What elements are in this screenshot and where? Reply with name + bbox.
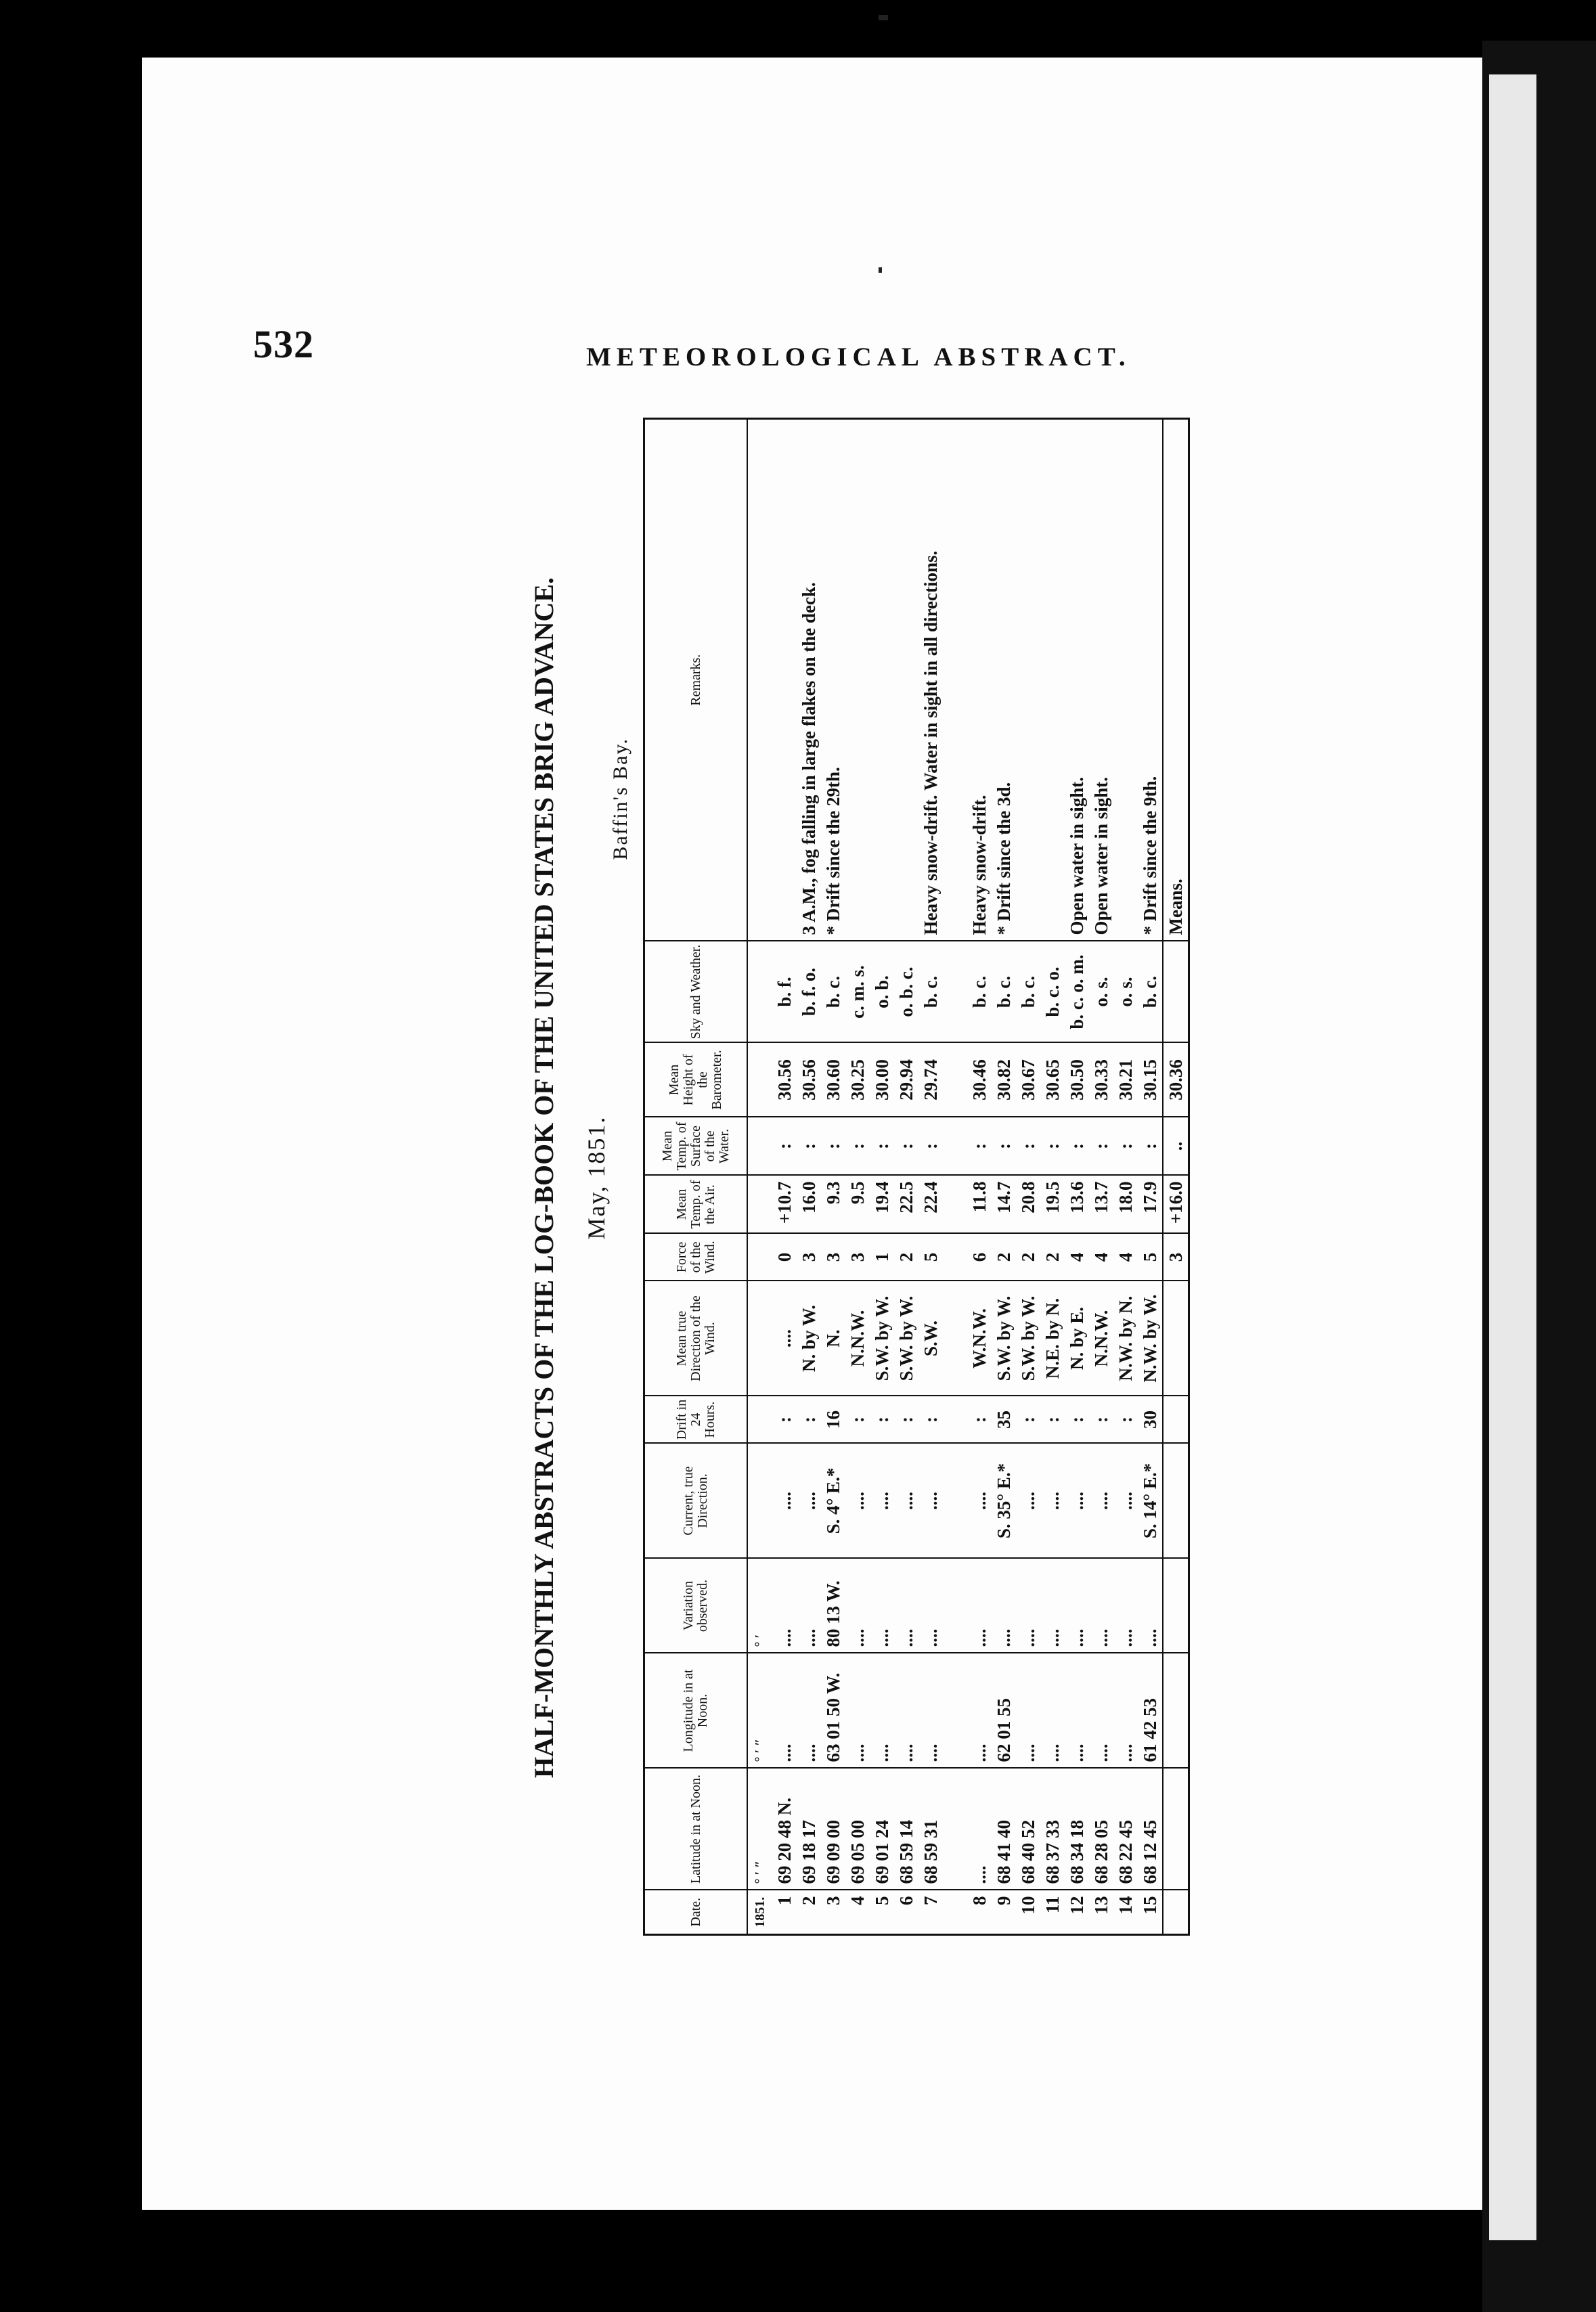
remarks-cell: * Drift since the 9th. [1138,419,1163,941]
table-row [967,419,992,1935]
sky-cell: o. s. [1113,941,1138,1043]
wind-direction-cell: N. [821,1281,845,1396]
log-table [643,418,1190,1936]
water-temp-cell: : [894,1117,918,1176]
air-temp-cell: 22.5 [894,1176,918,1234]
current-cell: .... [1016,1444,1040,1559]
wind-force-cell: 3 [845,1234,870,1281]
table-row [1040,419,1065,1935]
header-date: Date. [644,1890,748,1935]
latitude-cell: 68 28 05 [1089,1769,1113,1890]
header-variation: Variation observed. [644,1559,748,1653]
barometer-cell: 29.74 [918,1043,943,1117]
longitude-cell: .... [797,1653,821,1769]
barometer-cell: 30.21 [1113,1043,1138,1117]
water-temp-cell: : [918,1117,943,1176]
current-cell: S. 35° E.* [992,1444,1016,1559]
water-temp-cell: : [870,1117,894,1176]
latitude-cell: 69 05 00 [845,1769,870,1890]
longitude-cell: .... [870,1653,894,1769]
scan-dot [879,267,882,273]
remarks-cell: Heavy snow-drift. Water in sight in all directions. [918,419,943,941]
header-wind-direction: Mean true Direction of the Wind. [644,1281,748,1396]
wind-force-cell: 3 [797,1234,821,1281]
drift-cell: : [894,1396,918,1444]
sky-cell: o. b. c. [894,941,918,1043]
air-temp-cell: 11.8 [967,1176,992,1234]
means-wind-force-cell: 3 [1163,1234,1189,1281]
rotated-table-block [528,420,1186,1936]
header-remarks: Remarks. [644,419,748,941]
air-temp-cell: 17.9 [1138,1176,1163,1234]
barometer-cell: 29.94 [894,1043,918,1117]
air-temp-cell: 19.4 [870,1176,894,1234]
wind-direction-cell: N.W. by W. [1138,1281,1163,1396]
blank-cell [747,1396,772,1444]
remarks-cell: * Drift since the 29th. [821,419,845,941]
header-wind-force: Force of the Wind. [644,1234,748,1281]
variation-cell: .... [1016,1559,1040,1653]
means-remarks-cell: Means. [1163,419,1189,941]
table-row [918,419,943,1935]
variation-cell: 80 13 W. [821,1559,845,1653]
wind-force-cell: 1 [870,1234,894,1281]
blank-cell [943,1559,967,1653]
water-temp-cell: : [1138,1117,1163,1176]
date-cell: 11 [1040,1890,1065,1935]
water-temp-cell: : [967,1117,992,1176]
date-cell: 5 [870,1890,894,1935]
barometer-cell: 30.56 [772,1043,797,1117]
barometer-cell: 30.60 [821,1043,845,1117]
blank-cell [1163,1653,1189,1769]
current-cell: .... [870,1444,894,1559]
table-row [1065,419,1089,1935]
date-cell: 15 [1138,1890,1163,1935]
latitude-cell: 69 20 48 N. [772,1769,797,1890]
header-current: Current, true Direction. [644,1444,748,1559]
longitude-cell: .... [1113,1653,1138,1769]
barometer-cell: 30.00 [870,1043,894,1117]
wind-direction-cell: N.E. by N. [1040,1281,1065,1396]
table-row [797,419,821,1935]
date-cell: 8 [967,1890,992,1935]
header-air-temp: Mean Temp. of the Air. [644,1176,748,1234]
blank-cell [747,1176,772,1234]
current-cell: .... [772,1444,797,1559]
water-temp-cell: : [845,1117,870,1176]
blank-cell [943,1890,967,1935]
longitude-cell: .... [1040,1653,1065,1769]
remarks-cell: Heavy snow-drift. [967,419,992,941]
lon-unit: ° ′ ″ [747,1653,772,1769]
sky-cell: b. f. o. [797,941,821,1043]
sky-cell: b. c. [992,941,1016,1043]
variation-cell: .... [1113,1559,1138,1653]
blank-cell [943,1653,967,1769]
air-temp-cell: 9.3 [821,1176,845,1234]
header-sky: Sky and Weather. [644,941,748,1043]
wind-direction-cell: W.N.W. [967,1281,992,1396]
remarks-cell: Open water in sight. [1065,419,1089,941]
date-cell: 6 [894,1890,918,1935]
means-air-temp-cell: +16.0 [1163,1176,1189,1234]
blank-cell [943,1444,967,1559]
remarks-cell [1040,419,1065,941]
table-row [870,419,894,1935]
latitude-cell: 68 22 45 [1113,1769,1138,1890]
water-temp-cell: : [821,1117,845,1176]
longitude-cell: 61 42 53 [1138,1653,1163,1769]
variation-cell: .... [772,1559,797,1653]
blank-cell [1163,1559,1189,1653]
drift-cell: : [797,1396,821,1444]
remarks-cell [894,419,918,941]
drift-cell: : [870,1396,894,1444]
wind-force-cell: 6 [967,1234,992,1281]
air-temp-cell: 13.6 [1065,1176,1089,1234]
variation-cell: .... [797,1559,821,1653]
wind-direction-cell: S.W. by W. [870,1281,894,1396]
date-cell: 9 [992,1890,1016,1935]
table-row [845,419,870,1935]
units-row [747,419,772,1935]
wind-force-cell: 5 [1138,1234,1163,1281]
blank-cell [747,1043,772,1117]
water-temp-cell: : [797,1117,821,1176]
wind-force-cell: 4 [1065,1234,1089,1281]
drift-cell: : [918,1396,943,1444]
latitude-cell: 69 18 17 [797,1769,821,1890]
remarks-cell [1016,419,1040,941]
longitude-cell: .... [772,1653,797,1769]
header-barometer: Mean Height of the Barometer. [644,1043,748,1117]
facing-page-margin [1489,74,1536,2240]
table-row [772,419,797,1935]
wind-force-cell: 2 [992,1234,1016,1281]
sky-cell: b. c. [918,941,943,1043]
date-cell: 1 [772,1890,797,1935]
sky-cell: b. c. [1016,941,1040,1043]
current-cell: .... [1089,1444,1113,1559]
current-cell: .... [797,1444,821,1559]
means-barometer-cell: 30.36 [1163,1043,1189,1117]
water-temp-cell: : [992,1117,1016,1176]
water-temp-cell: : [1089,1117,1113,1176]
blank-cell [1163,1769,1189,1890]
blank-cell [943,1234,967,1281]
table-row [1016,419,1040,1935]
lat-unit: ° ′ ″ [747,1769,772,1890]
blank-cell [943,1769,967,1890]
year-cell: 1851. [747,1890,772,1935]
running-head: METEOROLOGICAL ABSTRACT. [586,342,1131,372]
date-cell: 3 [821,1890,845,1935]
means-water-temp-cell: .. [1163,1117,1189,1176]
remarks-cell [1113,419,1138,941]
drift-cell: : [1113,1396,1138,1444]
water-temp-cell: : [1065,1117,1089,1176]
remarks-cell: Open water in sight. [1089,419,1113,941]
drift-cell: : [772,1396,797,1444]
barometer-cell: 30.46 [967,1043,992,1117]
variation-cell: .... [992,1559,1016,1653]
blank-cell [943,1176,967,1234]
water-temp-cell: : [1113,1117,1138,1176]
blank-cell [1163,941,1189,1043]
air-temp-cell: 9.5 [845,1176,870,1234]
drift-cell: 30 [1138,1396,1163,1444]
sky-cell: b. c. [1138,941,1163,1043]
header-drift: Drift in 24 Hours. [644,1396,748,1444]
latitude-cell: 68 12 45 [1138,1769,1163,1890]
wind-force-cell: 5 [918,1234,943,1281]
region-label: Baffin's Bay. [609,738,631,860]
scan-speck [879,15,888,20]
drift-cell: 35 [992,1396,1016,1444]
barometer-cell: 30.25 [845,1043,870,1117]
drift-cell: : [845,1396,870,1444]
latitude-cell: 68 41 40 [992,1769,1016,1890]
remarks-cell: 3 A.M., fog falling in large flakes on the deck. [797,419,821,941]
barometer-cell: 30.50 [1065,1043,1089,1117]
barometer-cell: 30.82 [992,1043,1016,1117]
blank-cell [1163,1396,1189,1444]
date-cell: 4 [845,1890,870,1935]
longitude-cell: .... [918,1653,943,1769]
header-row [644,419,748,1935]
blank-cell [943,1396,967,1444]
wind-force-cell: 2 [1040,1234,1065,1281]
latitude-cell: 68 59 14 [894,1769,918,1890]
blank-cell [943,941,967,1043]
sky-cell: c. m. s. [845,941,870,1043]
table-row [1089,419,1113,1935]
means-row [1163,419,1189,1935]
page-number: 532 [253,322,314,366]
current-cell: .... [894,1444,918,1559]
latitude-cell: 68 34 18 [1065,1769,1089,1890]
wind-direction-cell: N.N.W. [1089,1281,1113,1396]
wind-direction-cell: N.W. by N. [1113,1281,1138,1396]
variation-cell: .... [1089,1559,1113,1653]
current-cell: .... [1065,1444,1089,1559]
wind-direction-cell: S.W. by W. [1016,1281,1040,1396]
air-temp-cell: +10.7 [772,1176,797,1234]
longitude-cell: .... [1016,1653,1040,1769]
wind-direction-cell: S.W. by W. [894,1281,918,1396]
air-temp-cell: 13.7 [1089,1176,1113,1234]
wind-direction-cell: S.W. by W. [992,1281,1016,1396]
sky-cell: b. f. [772,941,797,1043]
sky-cell: b. c. [821,941,845,1043]
current-cell: .... [918,1444,943,1559]
drift-cell: : [967,1396,992,1444]
air-temp-cell: 22.4 [918,1176,943,1234]
header-longitude: Longitude in at Noon. [644,1653,748,1769]
blank-cell [943,419,967,941]
longitude-cell: 63 01 50 W. [821,1653,845,1769]
date-cell: 13 [1089,1890,1113,1935]
wind-direction-cell: N. by E. [1065,1281,1089,1396]
variation-cell: .... [870,1559,894,1653]
blank-cell [1163,1890,1189,1935]
table-row [821,419,845,1935]
drift-cell: : [1089,1396,1113,1444]
longitude-cell: .... [894,1653,918,1769]
table-row [894,419,918,1935]
air-temp-cell: 20.8 [1016,1176,1040,1234]
table-row [1113,419,1138,1935]
current-cell: S. 4° E.* [821,1444,845,1559]
wind-force-cell: 0 [772,1234,797,1281]
date-cell: 12 [1065,1890,1089,1935]
sky-cell: o. s. [1089,941,1113,1043]
current-cell: S. 14° E.* [1138,1444,1163,1559]
current-cell: .... [967,1444,992,1559]
air-temp-cell: 18.0 [1113,1176,1138,1234]
blank-cell [747,419,772,941]
blank-cell [943,1117,967,1176]
longitude-cell: .... [967,1653,992,1769]
current-cell: .... [845,1444,870,1559]
remarks-cell [845,419,870,941]
variation-cell: .... [845,1559,870,1653]
longitude-cell: .... [1089,1653,1113,1769]
air-temp-cell: 14.7 [992,1176,1016,1234]
water-temp-cell: : [772,1117,797,1176]
variation-cell: .... [918,1559,943,1653]
table-row [1138,419,1163,1935]
wind-direction-cell: S.W. [918,1281,943,1396]
sky-cell: b. c. [967,941,992,1043]
date-cell: 2 [797,1890,821,1935]
remarks-cell [772,419,797,941]
blank-cell [747,941,772,1043]
barometer-cell: 30.65 [1040,1043,1065,1117]
air-temp-cell: 16.0 [797,1176,821,1234]
sky-cell: b. c. o. [1040,941,1065,1043]
latitude-cell: 68 59 31 [918,1769,943,1890]
blank-cell [747,1444,772,1559]
current-cell: .... [1040,1444,1065,1559]
latitude-cell: 69 01 24 [870,1769,894,1890]
variation-cell: .... [1040,1559,1065,1653]
blank-cell [1163,1444,1189,1559]
blank-cell [943,1281,967,1396]
blank-cell [747,1234,772,1281]
latitude-cell: 69 09 00 [821,1769,845,1890]
header-latitude: Latitude in at Noon. [644,1769,748,1890]
longitude-cell: .... [845,1653,870,1769]
remarks-cell: * Drift since the 3d. [992,419,1016,941]
sky-cell: b. c. o. m. [1065,941,1089,1043]
blank-cell [747,1281,772,1396]
blank-cell [943,1043,967,1117]
wind-force-cell: 2 [894,1234,918,1281]
var-unit: ° ′ [747,1559,772,1653]
variation-cell: .... [894,1559,918,1653]
table-subtitle: May, 1851. [583,1115,610,1240]
table-title: HALF-MONTHLY ABSTRACTS OF THE LOG-BOOK OF THE UNITED STATES BRIG ADVANCE. [529,577,559,1779]
longitude-cell: .... [1065,1653,1089,1769]
water-temp-cell: : [1040,1117,1065,1176]
wind-force-cell: 3 [821,1234,845,1281]
variation-cell: .... [1138,1559,1163,1653]
barometer-cell: 30.33 [1089,1043,1113,1117]
drift-cell: : [1040,1396,1065,1444]
variation-cell: .... [1065,1559,1089,1653]
wind-direction-cell: .... [772,1281,797,1396]
wind-force-cell: 4 [1113,1234,1138,1281]
latitude-cell: .... [967,1769,992,1890]
wind-force-cell: 2 [1016,1234,1040,1281]
latitude-cell: 68 37 33 [1040,1769,1065,1890]
air-temp-cell: 19.5 [1040,1176,1065,1234]
current-cell: .... [1113,1444,1138,1559]
water-temp-cell: : [1016,1117,1040,1176]
date-cell: 7 [918,1890,943,1935]
barometer-cell: 30.15 [1138,1043,1163,1117]
drift-cell: : [1065,1396,1089,1444]
latitude-cell: 68 40 52 [1016,1769,1040,1890]
wind-direction-cell: N.N.W. [845,1281,870,1396]
drift-cell: 16 [821,1396,845,1444]
blank-cell [1163,1281,1189,1396]
variation-cell: .... [967,1559,992,1653]
remarks-cell [870,419,894,941]
longitude-cell: 62 01 55 [992,1653,1016,1769]
spacer-row [943,419,967,1935]
date-cell: 10 [1016,1890,1040,1935]
barometer-cell: 30.56 [797,1043,821,1117]
wind-direction-cell: N. by W. [797,1281,821,1396]
blank-cell [747,1117,772,1176]
header-water-temp: Mean Temp. of Surface of the Water. [644,1117,748,1176]
wind-force-cell: 4 [1089,1234,1113,1281]
table-row [992,419,1016,1935]
drift-cell: : [1016,1396,1040,1444]
barometer-cell: 30.67 [1016,1043,1040,1117]
date-cell: 14 [1113,1890,1138,1935]
sky-cell: o. b. [870,941,894,1043]
